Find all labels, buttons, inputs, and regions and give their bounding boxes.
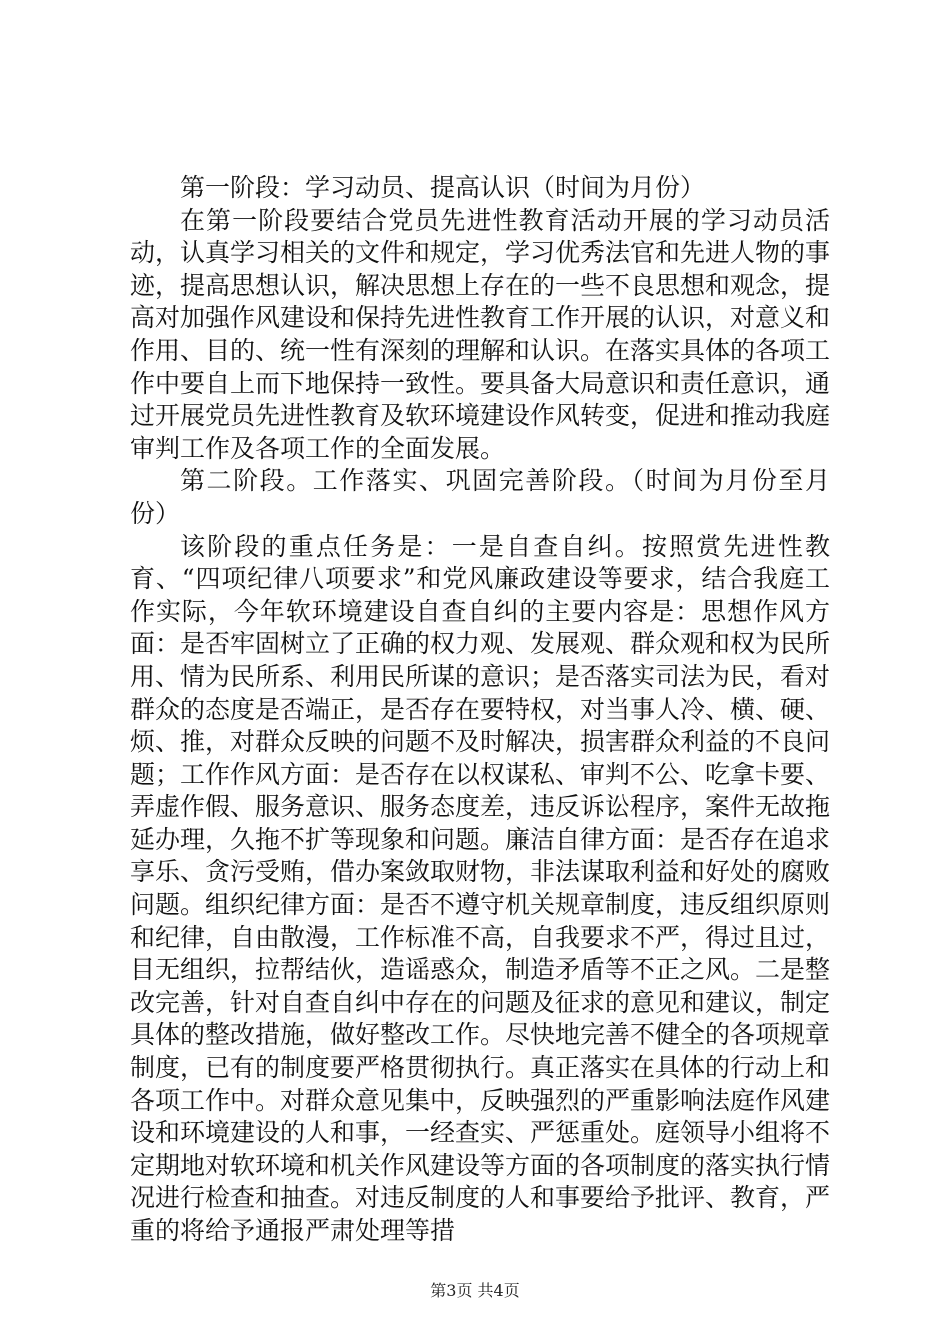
stage-one-paragraph: 在第一阶段要结合党员先进性教育活动开展的学习动员活动，认真学习相关的文件和规定，学习优秀法官和先进人物的事迹，提高思想认识，解决思想上存在的一些不良思想和观念，提高对加强作风建设和保持先进性教育工作开展的认识，对意义和作用、目的、统一性有深刻的理解和认识。在落实具体的各项工作中要自上而下地保持一致性。要具备大局意识和责任意识，通过开展党员先进性教育及软环境建设作风转变，促进和推动我庭审判工作及各项工作的全面发展。 (130, 205, 831, 463)
stage-two-paragraph: 该阶段的重点任务是：一是自查自纠。按照赏先进性教育、“四项纪律八项要求”和党风廉政建设等要求，结合我庭工作实际，今年软环境建设自查自纠的主要内容是：思想作风方面：是否牢固树立了正确的权力观、发展观、群众观和权为民所用、情为民所系、利用民所谋的意识；是否落实司法为民，看对群众的态度是否端正，是否存在要特权，对当事人冷、横、硬、烦、推，对群众反映的问题不及时解决，损害群众利益的不良问题；工作作风方面：是否存在以权谋私、审判不公、吃拿卡要、弄虚作假、服务意识、服务态度差，违反诉讼程序，案件无故拖延办理，久拖不扩等现象和问题。廉洁自律方面：是否存在追求享乐、贪污受贿，借办案敛取财物，非法谋取利益和好处的腐败问题。组织纪律方面：是否不遵守机关规章制度，违反组织原则和纪律，自由散漫，工作标准不高，自我要求不严，得过且过，目无组织，拉帮结伙，造谣惑众，制造矛盾等不正之风。二是整改完善，针对自查自纠中存在的问题及征求的意见和建议，制定具体的整改措施，做好整改工作。尽快地完善不健全的各项规章制度，已有的制度要严格贯彻执行。真正落实在具体的行动上和各项工作中。对群众意见集中，反映强烈的严重影响法庭作风建设和环境建设的人和事，一经查实、严惩重处。庭领导小组将不定期地对软环境和机关作风建设等方面的各项制度的落实执行情况进行检查和抽查。对违反制度的人和事要给予批评、教育，严重的将给予通报严肃处理等措 (130, 531, 831, 1245)
stage-one-heading: 第一阶段：学习动员、提高认识（时间为月份） (180, 173, 706, 202)
document-body (130, 172, 830, 1248)
page-number: 第3页 共4页 (430, 1281, 520, 1300)
page-footer (0, 1281, 950, 1301)
stage-two-heading: 第二阶段。工作落实、巩固完善阶段。（时间为月份至月份） (130, 466, 830, 528)
